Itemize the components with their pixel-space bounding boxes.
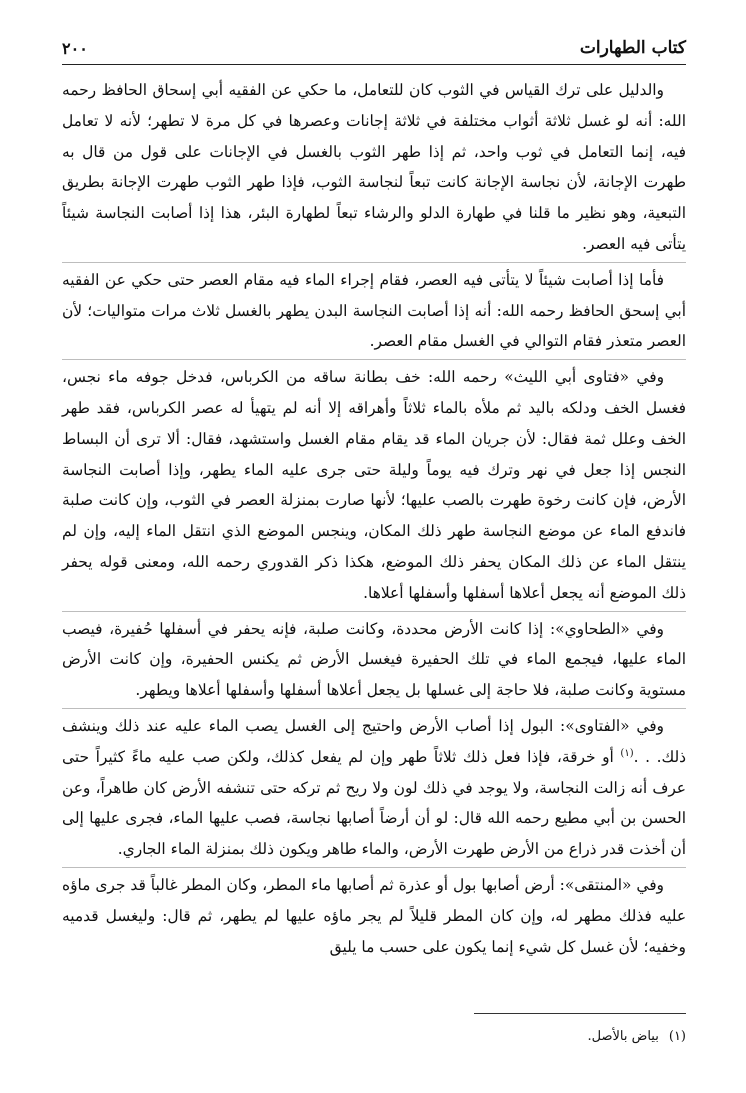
footnotes bbox=[62, 1013, 686, 1048]
paragraph: وفي «فتاوى أبي الليث» رحمه الله: خف بطانة ساقه من الكرباس، فدخل جوفه ماء نجس، فغسل الخف ودلكه باليد ثم ملأه بالماء ثلاثاً وأهراقه إلا أنه لم يتهيأ له عصر الكرباس، فقد طهر الخف وعلل ثمة فقال: لأن جريان الماء قد يقام مقام الغسل واستشهد، فقال: ألا ترى أن البساط النجس إذا جعل في نهر وترك فيه يوماً وليلة حتى جرى عليه الماء يطهر، وإذا أصابت النجاسة الأرض، فإن كانت رخوة طهرت بالصب عليها؛ لأنها صارت بمنزلة العصر في الثوب، وإن كانت صلبة فاندفع الماء عن موضع النجاسة طهر ذلك المكان، وينجس الموضع الذي انتقل الماء إليه، وإن لم ينتقل الماء عن ذلك المكان يحفر ذلك الموضع، هكذا ذكر القدوري رحمه الله، ومعنى قوله يحفر ذلك الموضع أنه يجعل أعلاها أسفلها وأسفلها أعلاها. bbox=[62, 368, 686, 602]
paragraph-text-before-ref: وفي «الفتاوى»: البول إذا أصاب الأرض واحتيج إلى الغسل يصب الماء عليه عند ذلك وينشف ذلك. . . bbox=[62, 716, 687, 766]
footnote-marker: (١) bbox=[668, 1029, 686, 1044]
paragraph-divider bbox=[62, 359, 686, 360]
book-title: كتاب الطهارات bbox=[579, 38, 686, 58]
paragraph-with-footnote bbox=[62, 711, 686, 865]
footnote-rule bbox=[474, 1013, 686, 1014]
paragraph-divider bbox=[62, 708, 686, 709]
footnote-text: بياض بالأصل. bbox=[587, 1029, 659, 1044]
paragraph-divider bbox=[62, 867, 686, 868]
paragraph: وفي «المنتقى»: أرض أصابها بول أو عذرة ثم أصابها ماء المطر، وكان المطر غالباً قد جرى ماؤه عليه فذلك مطهر له، وإن كان المطر قليلاً لم يجر ماؤه عليها لم يطهر، ثم قال: وليغسل قدميه وخفيه؛ لأن غسل كل شيء إنما يكون على حسب ما يليق bbox=[62, 875, 686, 956]
page bbox=[62, 32, 686, 962]
footnote-reference[interactable]: (١) bbox=[620, 747, 634, 759]
paragraph: فأما إذا أصابت شيئاً لا يتأتى فيه العصر، فقام إجراء الماء فيه مقام العصر حتى حكي عن الفقيه أبي إسحق الحافظ رحمه الله: أنه إذا أصابت النجاسة البدن يطهر بالغسل ثلاث مرات متواليات؛ لأن العصر متعذر فقام التوالي في الغسل مقام العصر. bbox=[62, 270, 686, 351]
page-number: ٢٠٠ bbox=[62, 39, 88, 58]
footnote bbox=[62, 1026, 686, 1048]
body-text bbox=[62, 75, 686, 962]
paragraph: والدليل على ترك القياس في الثوب كان للتعامل، ما حكي عن الفقيه أبي إسحاق الحافظ رحمه الله: أنه لو غسل ثلاثة أثواب مختلفة في ثلاثة إجانات وعصرها في كل مرة لا تطهر؛ لأنه لا تعامل فيه، إنما التعامل في ثوب واحد، ثم إذا طهر الثوب بالغسل في الإجانات على قول من قال به طهرت الإجانة، لأن نجاسة الإجانة كانت تبعاً لنجاسة الثوب، فإذا طهر الثوب طهرت الإجانة بطريق التبعية، وهو نظير ما قلنا في طهارة الدلو والرشاء تبعاً لطهارة البئر، هذا إذا أصابت النجاسة شيئاً يتأتى فيه العصر. bbox=[62, 81, 686, 253]
running-header bbox=[62, 32, 686, 58]
header-rule bbox=[62, 64, 686, 65]
paragraph-divider bbox=[62, 611, 686, 612]
paragraph: وفي «الطحاوي»: إذا كانت الأرض محددة، وكانت صلبة، فإنه يحفر في أسفلها حُفيرة، فيصب الماء عليها، فيجمع الماء في تلك الحفيرة فيغسل الأرض ثم يكنس الحفيرة، وإن كانت الأرض مستوية وكانت صلبة، فلا حاجة إلى غسلها بل يجعل أعلاها أسفلها وأسفلها أعلاها ويطهر. bbox=[62, 619, 686, 700]
paragraph-text-after-ref: أو خرقة، فإذا فعل ذلك ثلاثاً طهر وإن لم يفعل كذلك، ولكن صب عليه ماءً كثيراً حتى عرف أنه زالت النجاسة، ولا يوجد في ذلك لون ولا ريح ثم تركه حتى تنشفه الأرض كان طاهراً، وعن الحسن بن أبي مطيع رحمه الله قال: لو أن أرضاً أصابها نجاسة، فصب عليها الماء، فجرى عليها إلى أن أخذت قدر ذراع من الأرض طهرت الأرض، والماء طاهر ويكون ذلك بمنزلة الماء الجاري. bbox=[62, 747, 686, 859]
paragraph-divider bbox=[62, 262, 686, 263]
